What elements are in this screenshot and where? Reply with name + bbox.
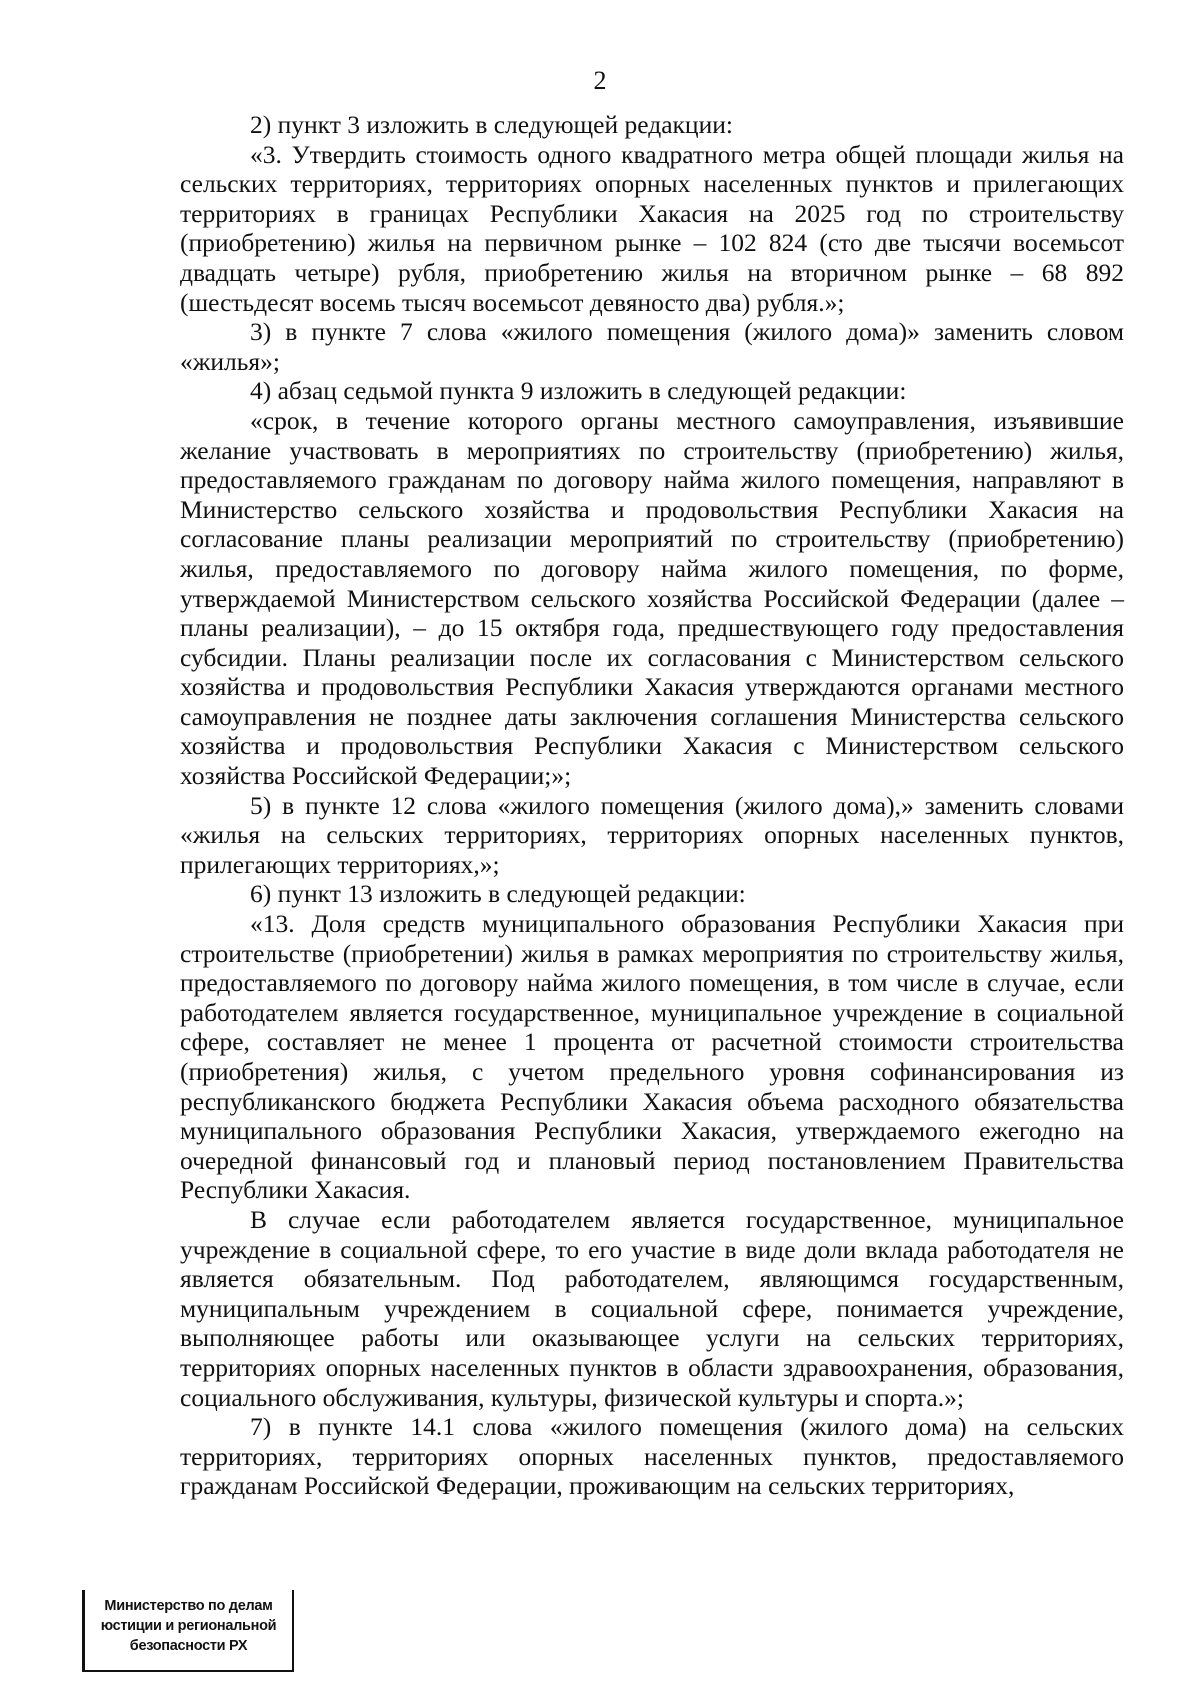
stamp-line-1: Министерство по делам xyxy=(104,1598,273,1614)
paragraph-item-4: 4) абзац седьмой пункта 9 изложить в следующей редакции: xyxy=(250,376,907,406)
paragraph-item-3: 3) в пункте 7 слова «жилого помещения (жилого дома)» заменить словом «жилья»; xyxy=(180,317,1124,376)
paragraph-item-6: 6) пункт 13 изложить в следующей редакции: xyxy=(250,879,746,909)
paragraph-item-5: 5) в пункте 12 слова «жилого помещения (жилого дома),» заменить словами «жилья на сельских территориях, территориях опорных населенных пунктов, прилегающих территориях,»; xyxy=(180,790,1124,879)
stamp-line-3: безопасности РХ xyxy=(129,1638,248,1654)
page-number: 2 xyxy=(593,66,607,95)
paragraph-point-9-text: «срок, в течение которого органы местного самоуправления, изъявившие желание участвовать в мероприятиях по строительству (приобретению) жилья, предоставляемого гражданам по договору найма жилого помещения, направляют в Министерство сельского хозяйства и продовольствия Республики Хакасия на согласование планы реализации мероприятий по строительству (приобретению) жилья, предоставляемого по договору найма жилого помещения, по форме, утверждаемой Министерством сельского хозяйства Российской Федерации (далее – планы реализации), – до 15 октября года, предшествующего году предоставления субсидии. Планы реализации после их согласования с Министерством сельского хозяйства и продовольствия Республики Хакасия утверждаются органами местного самоуправления не позднее даты заключения соглашения Министерства сельского хозяйства и продовольствия Республики Хакасия с Министерством сельского хозяйства Российской Федерации;»; xyxy=(180,405,1124,791)
ministry-stamp xyxy=(82,1590,294,1672)
document-body xyxy=(180,110,1124,1501)
stamp-line-2: юстиции и региональной xyxy=(100,1618,277,1634)
paragraph-point-13-text: «13. Доля средств муниципального образования Республики Хакасия при строительстве (приобретении) жилья в рамках мероприятия по строительству жилья, предоставляемого по договору найма жилого помещения, в том числе в случае, если работодателем является государственное, муниципальное учреждение в социальной сфере, составляет не менее 1 процента от расчетной стоимости строительства (приобретения) жилья, с учетом предельного уровня софинансирования из республиканского бюджета Республики Хакасия объема расходного обязательства муниципального образования Республики Хакасия, утверждаемого ежегодно на очередной финансовый год и плановый период постановлением Правительства Республики Хакасия. xyxy=(180,909,1124,1205)
paragraph-point-3-text: «3. Утвердить стоимость одного квадратного метра общей площади жилья на сельских территориях, территориях опорных населенных пунктов и прилегающих территориях в границах Республики Хакасия на 2025 год по строительству (приобретению) жилья на первичном рынке – 102 824 (сто две тысячи восемьсот двадцать четыре) рубля, приобретению жилья на вторичном рынке – 68 892 (шестьдесят восемь тысяч восемьсот девяносто два) рубля.»; xyxy=(180,139,1124,317)
paragraph-employer-case: В случае если работодателем является государственное, муниципальное учреждение в социальной сфере, то его участие в виде доли вклада работодателя не является обязательным. Под работодателем, являющимся государственным, муниципальным учреждением в социальной сфере, понимается учреждение, выполняющее работы или оказывающее услуги на сельских территориях, территориях опорных населенных пунктов в области здравоохранения, образования, социального обслуживания, культуры, физической культуры и спорта.»; xyxy=(180,1204,1124,1412)
paragraph-item-2: 2) пункт 3 изложить в следующей редакции: xyxy=(250,110,733,139)
paragraph-item-7: 7) в пункте 14.1 слова «жилого помещения (жилого дома) на сельских территориях, территориях опорных населенных пунктов, предоставляемого гражданам Российской Федерации, проживающим на сельских территориях, xyxy=(180,1412,1124,1501)
